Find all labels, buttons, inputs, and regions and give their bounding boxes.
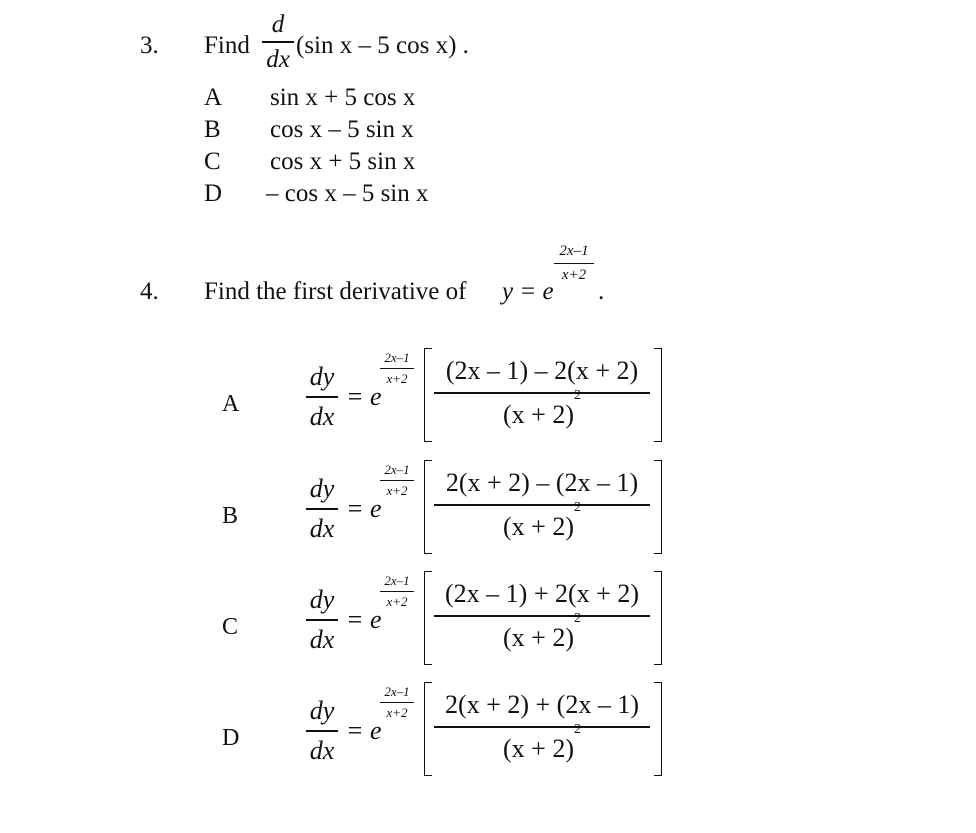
q4-option-a-letter: A xyxy=(222,391,240,417)
q4-option-b-dydx xyxy=(306,474,338,544)
denominator-base: (x + 2) xyxy=(503,399,574,429)
q4-period: . xyxy=(598,278,605,305)
dy: dy xyxy=(309,585,335,614)
q4-option-c-equals-e: = e xyxy=(346,605,382,634)
power: 2 xyxy=(573,387,581,403)
q4-option-b-equals-e: = e xyxy=(346,494,382,523)
exp-den: x+2 xyxy=(386,705,408,720)
dy: dy xyxy=(309,696,335,725)
q4-option-b-right-bracket xyxy=(654,460,662,554)
q3-expression: (sin x – 5 cos x) . xyxy=(296,32,469,59)
q3-option-b-text: cos x – 5 sin x xyxy=(270,116,414,143)
dx: dx xyxy=(309,401,335,431)
q3-dx: dx xyxy=(266,45,290,73)
denominator-base: (x + 2) xyxy=(503,733,574,763)
q4-option-d-dydx xyxy=(306,696,338,766)
q4-option-c-right-bracket xyxy=(654,571,662,665)
q4-option-b-fraction xyxy=(434,468,650,542)
q3-derivative-operator xyxy=(262,12,294,72)
numerator: 2(x + 2) + (2x – 1) xyxy=(445,690,639,719)
numerator: 2(x + 2) – (2x – 1) xyxy=(445,468,639,497)
q4-option-c-exponent xyxy=(380,573,414,610)
denominator-base: (x + 2) xyxy=(503,511,574,541)
exp-num: 2x–1 xyxy=(384,462,410,477)
exp-den: x+2 xyxy=(386,594,408,609)
q3-option-b-letter: B xyxy=(204,116,221,143)
q4-option-d-letter: D xyxy=(222,725,240,751)
q4-option-d-equals-e: = e xyxy=(346,716,382,745)
q4-option-d-exponent xyxy=(380,684,414,721)
q4-exponent xyxy=(554,243,594,284)
q4-option-c-dydx xyxy=(306,585,338,655)
denominator-base: (x + 2) xyxy=(503,622,574,652)
numerator: (2x – 1) + 2(x + 2) xyxy=(445,579,639,608)
q3-option-c-letter: C xyxy=(204,148,221,175)
q3-option-c-text: cos x + 5 sin x xyxy=(270,148,416,175)
exp-num: 2x–1 xyxy=(384,684,410,699)
q4-option-b-exponent xyxy=(380,462,414,499)
denominator xyxy=(503,610,581,653)
q4-option-c-left-bracket xyxy=(424,571,432,665)
exp-num: 2x–1 xyxy=(384,573,410,588)
exp-num: 2x–1 xyxy=(384,350,410,365)
question-4-number: 4. xyxy=(140,278,159,305)
exp-den: x+2 xyxy=(386,483,408,498)
dy: dy xyxy=(309,362,335,391)
q4-option-c-letter: C xyxy=(222,614,239,640)
q3-option-d-letter: D xyxy=(204,180,223,207)
question-3-prompt: Find xyxy=(204,32,250,59)
question-3-number: 3. xyxy=(140,32,159,59)
q4-option-a-exponent xyxy=(380,350,414,387)
numerator: (2x – 1) – 2(x + 2) xyxy=(445,356,639,385)
dy: dy xyxy=(309,474,335,503)
q3-option-a-text: sin x + 5 cos x xyxy=(270,84,416,111)
q4-option-d-fraction xyxy=(434,690,650,764)
power: 2 xyxy=(573,721,581,737)
dx: dx xyxy=(309,513,335,543)
question-4-prompt: Find the first derivative of xyxy=(204,278,467,305)
q4-option-a-dydx xyxy=(306,362,338,432)
q3-option-a-letter: A xyxy=(204,84,223,111)
dx: dx xyxy=(309,735,335,765)
denominator xyxy=(503,499,581,542)
q4-option-d-right-bracket xyxy=(654,682,662,776)
q4-option-b-letter: B xyxy=(222,503,239,529)
q4-option-d-left-bracket xyxy=(424,682,432,776)
q3-d: d xyxy=(271,11,285,38)
q4-option-a-right-bracket xyxy=(654,348,662,442)
q4-option-c-fraction xyxy=(434,579,650,653)
denominator xyxy=(503,387,581,430)
denominator xyxy=(503,721,581,764)
q4-option-a-fraction xyxy=(434,356,650,430)
power: 2 xyxy=(573,499,581,515)
q4-function-lhs: y = e xyxy=(502,278,554,305)
q4-option-a-left-bracket xyxy=(424,348,432,442)
q4-option-b-left-bracket xyxy=(424,460,432,554)
dx: dx xyxy=(309,624,335,654)
q4-exponent-numerator: 2x–1 xyxy=(559,243,589,259)
q4-exponent-denominator: x+2 xyxy=(561,267,587,284)
power: 2 xyxy=(573,610,581,626)
q4-option-a-equals-e: = e xyxy=(346,382,382,411)
q3-option-d-text: – cos x – 5 sin x xyxy=(266,180,429,207)
exp-den: x+2 xyxy=(386,371,408,386)
